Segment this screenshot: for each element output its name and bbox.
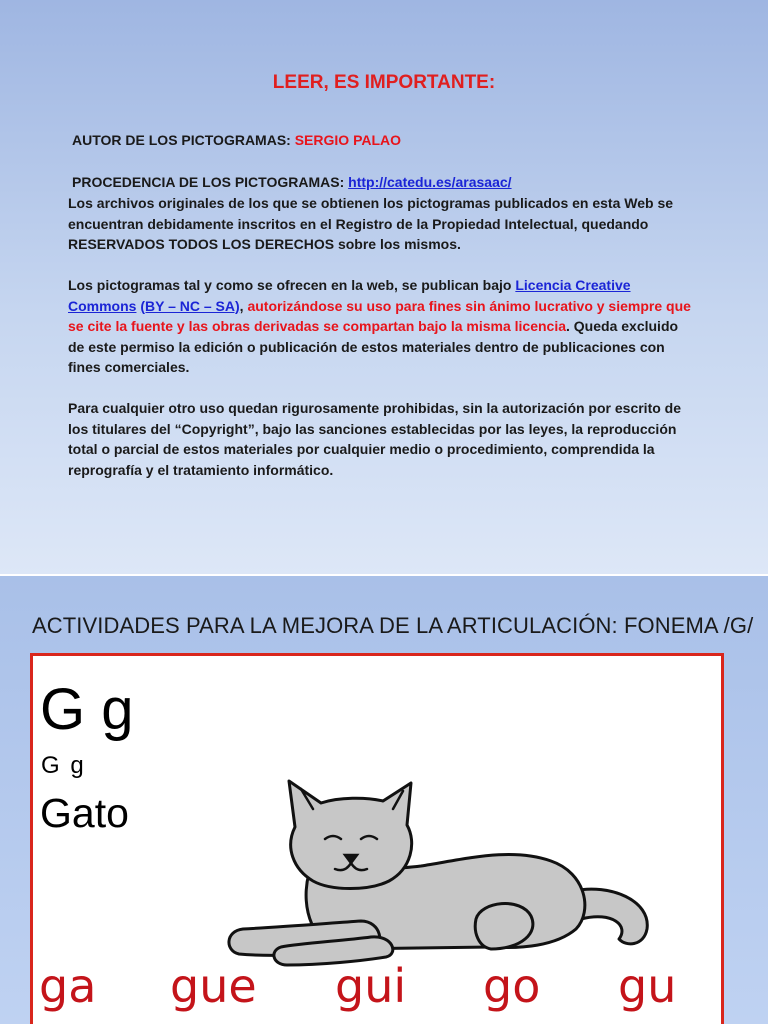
big-letters: G g [40, 677, 134, 742]
rights-paragraph [68, 193, 728, 255]
source-label: PROCEDENCIA DE LOS PICTOGRAMAS: [72, 174, 345, 190]
author-line [72, 132, 401, 148]
license-text: Los pictogramas tal y como se ofrecen en la web, se publican bajo [68, 277, 516, 293]
author-label: AUTOR DE LOS PICTOGRAMAS: [72, 132, 291, 148]
copyright-line: total o parcial de estos materiales por cualquier medio o procedimiento, comprendida la [68, 441, 655, 457]
small-letters: G g [41, 752, 86, 779]
copyright-line: los titulares del “Copyright”, bajo las sanciones establecidas por las leyes, la reproducción [68, 420, 677, 437]
syllable-gui: gui [335, 959, 407, 1013]
phoneme-card [30, 653, 724, 1024]
rights-line: Los archivos originales de los que se obtienen los pictogramas publicados en esta Web se [68, 195, 674, 211]
license-link[interactable]: Licencia Creative [515, 277, 631, 293]
license-conditions: autorizándose su uso para fines sin ánimo lucrativo y siempre que [247, 297, 691, 314]
syllable-gue: gue [170, 959, 257, 1013]
license-line-2: Commons (BY – NC – SA), autorizándose su uso para fines sin ánimo lucrativo y siempre que [68, 297, 691, 314]
commons-link[interactable]: Commons [68, 297, 137, 314]
author-name: SERGIO PALAO [294, 132, 402, 148]
word-label: Gato [40, 790, 129, 836]
license-line-3: se cite la fuente y las obras derivadas se compartan bajo la misma licencia. Queda excluido [68, 318, 679, 334]
license-paragraph [68, 275, 728, 378]
copyright-line: reprografía y el tratamiento informático. [68, 461, 334, 478]
activity-slide [0, 576, 768, 1024]
rights-line: encuentran debidamente inscritos en el Registro de la Propiedad Intelectual, quedando [68, 215, 649, 232]
activity-title: ACTIVIDADES PARA LA MEJORA DE LA ARTICULACIÓN: FONEMA /G/ [32, 613, 754, 638]
source-link[interactable]: http://catedu.es/arasaac/ [348, 174, 512, 190]
by-nc-sa-link[interactable]: (BY – NC – SA) [140, 297, 240, 314]
syllable-go: go [483, 959, 541, 1013]
cat-pictogram-icon [221, 751, 661, 981]
notice-title: LEER, ES IMPORTANTE: [272, 72, 496, 93]
syllable-gu: gu [618, 959, 677, 1013]
source-line [72, 174, 512, 190]
copyright-line: Para cualquier otro uso quedan rigurosamente prohibidas, sin la autorización por escrito de [68, 400, 682, 416]
rights-line: RESERVADOS TODOS LOS DERECHOS sobre los mismos. [68, 236, 461, 252]
license-line-5: fines comerciales. [68, 359, 190, 375]
license-line-4: de este permiso la edición o publicación de estos materiales dentro de publicaciones con [68, 338, 665, 355]
syllable-ga: ga [39, 959, 97, 1013]
license-conditions: se cite la fuente y las obras derivadas se compartan bajo la misma licencia [68, 318, 567, 334]
license-line-1 [68, 275, 728, 296]
copyright-paragraph [68, 398, 728, 480]
